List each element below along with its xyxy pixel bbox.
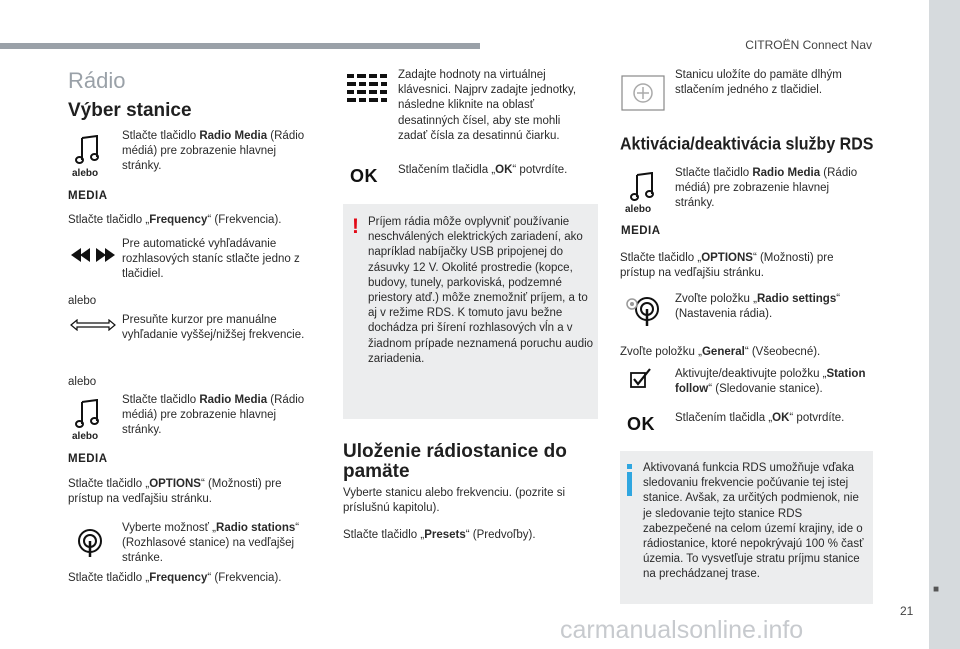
slider-arrow-icon <box>70 319 116 331</box>
heading-station-select: Výber stanice <box>68 100 192 121</box>
info-text: Aktivovaná funkcia RDS umožňuje vďaka sledovaniu frekvencie počúvanie tej istej stanice. Avšak, za určitých podmienok, nie je sledovanie tejto stanice RDS zabezpečené na celom území krajiny, ide o rádiostanice, ktoré nepokrývajú 100 % časť územia. To vysvetľuje stratu príjmu stanice na prechádzanej trase. <box>643 462 864 581</box>
label-or-2: alebo <box>68 376 97 388</box>
keypad-icon <box>347 74 387 102</box>
step-radio-stations: Vyberte možnosť „Radio stations“ (Rozhlasové stanice) na vedľajšej stránke. <box>122 522 300 565</box>
step-frequency-2: Stlačte tlačidlo „Frequency“ (Frekvencia). <box>68 572 282 584</box>
music-note-icon <box>630 172 656 202</box>
step-select-station: Vyberte stanicu alebo frekvenciu. (pozrite si príslušnú kapitolu). <box>343 487 566 515</box>
label-alebo: alebo <box>625 204 652 215</box>
add-preset-icon <box>621 75 665 111</box>
ok-icon: OK <box>627 414 655 434</box>
watermark: carmanualsonline.info <box>560 616 804 644</box>
step-manual-search: Presuňte kurzor pre manuálne vyhľadanie vyššej/nižšej frekvencie. <box>122 314 305 342</box>
page-title: Rádio <box>68 68 126 93</box>
step-presets: Stlačte tlačidlo „Presets“ (Predvoľby). <box>343 529 536 541</box>
rds-step-confirm-ok: Stlačením tlačidla „OK“ potvrdíte. <box>675 412 845 424</box>
label-or-1: alebo <box>68 295 97 307</box>
step-auto-search: Pre automatické vyhľadávanie rozhlasových staníc stlačte jedno z tlačidiel. <box>122 238 300 281</box>
page-number: 21 <box>900 604 914 618</box>
checkbox-icon <box>628 368 654 390</box>
radio-antenna-icon <box>76 528 104 558</box>
rds-step-station-follow: Aktivujte/deaktivujte položku „Station follow“ (Sledovanie stanice). <box>675 368 866 396</box>
rds-step-options: Stlačte tlačidlo „OPTIONS“ (Možnosti) pre prístup na vedľajšiu stránku. <box>620 252 834 280</box>
info-icon <box>627 472 632 496</box>
label-alebo: alebo <box>72 168 99 179</box>
header-rule <box>0 43 480 49</box>
label-media: MEDIA <box>68 453 108 465</box>
nav-marker: ■ <box>933 584 940 595</box>
keypad-instructions: Zadajte hodnoty na virtuálnej klávesnici. Najprv zadajte jednotky, následne kliknite na oblasť desatinných čísel, aby ste mohli zadať čísla za desatinnú čiarku. <box>398 69 577 142</box>
heading-save-station: Uloženie rádiostanice do pamäte <box>343 441 567 482</box>
label-media: MEDIA <box>621 225 661 237</box>
warning-text: Príjem rádia môže ovplyvniť používanie neschválených elektrických zariadení, ako napríklad nabíjačky USB pripojenej do zásuvky 12 V. Okolité prostredie (kopce, budovy, tunely, parkoviská, podzemné priestory atď.) môže znemožniť príjem, a to aj v režime RDS. K tomuto javu bežne dochádza pri šírení rozhlasových vĺn a v žiadnom prípade neznamená poruchu audio zariadenia. <box>368 216 594 365</box>
music-note-icon <box>75 399 101 429</box>
step-confirm-ok: Stlačením tlačidla „OK“ potvrdíte. <box>398 164 568 176</box>
step-options: Stlačte tlačidlo „OPTIONS“ (Možnosti) pre prístup na vedľajšiu stránku. <box>68 478 282 506</box>
step-radio-media: Stlačte tlačidlo Radio Media (Rádio médiá) pre zobrazenie hlavnej stránky. <box>122 130 305 173</box>
side-tab <box>929 0 960 649</box>
step-radio-media-2: Stlačte tlačidlo Radio Media (Rádio médiá) pre zobrazenie hlavnej stránky. <box>122 394 305 437</box>
rds-step-radio-settings: Zvoľte položku „Radio settings“ (Nastavenia rádia). <box>675 293 841 321</box>
step-frequency: Stlačte tlačidlo „Frequency“ (Frekvencia). <box>68 214 282 226</box>
rds-step-general: Zvoľte položku „General“ (Všeobecné). <box>620 346 821 358</box>
seek-arrows-icon <box>71 248 115 262</box>
radio-settings-icon <box>625 295 661 327</box>
rds-step-radio-media: Stlačte tlačidlo Radio Media (Rádio médiá) pre zobrazenie hlavnej stránky. <box>675 167 858 210</box>
label-alebo: alebo <box>72 431 99 442</box>
save-preset-instructions: Stanicu uložíte do pamäte dlhým stlačením jedného z tlačidiel. <box>675 69 842 97</box>
label-media: MEDIA <box>68 190 108 202</box>
ok-icon: OK <box>350 166 378 186</box>
warning-icon: ! <box>352 215 359 238</box>
heading-rds: Aktivácia/deaktivácia služby RDS <box>620 135 874 154</box>
music-note-icon <box>75 135 101 165</box>
brand-label: CITROËN Connect Nav <box>745 38 872 52</box>
